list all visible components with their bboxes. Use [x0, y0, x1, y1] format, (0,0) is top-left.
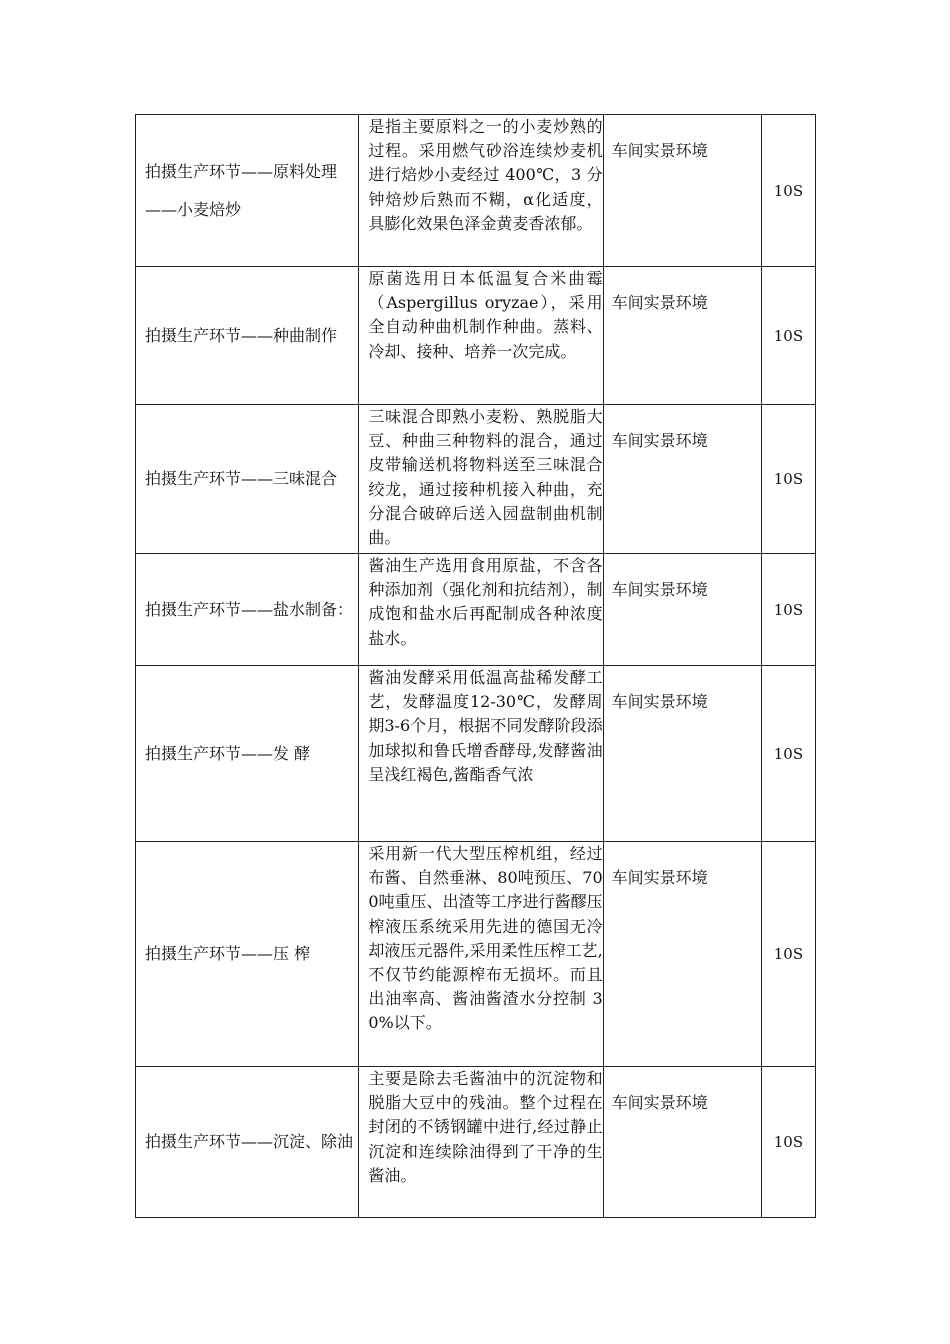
description-cell: 酱油生产选用食用原盐，不含各种添加剂（强化剂和抗结剂），制成饱和盐水后再配制成各种浓度盐水。: [359, 554, 603, 666]
table-row: [136, 405, 816, 554]
description-cell: 三味混合即熟小麦粉、熟脱脂大豆、种曲三种物料的混合，通过皮带输送机将物料送至三味混合绞龙，通过接种机接入种曲，充分混合破碎后送入园盘制曲机制曲。: [359, 405, 603, 554]
table-row: [136, 842, 816, 1067]
table-row: [136, 666, 816, 842]
environment-cell: 车间实景环境: [603, 666, 761, 842]
environment-cell: 车间实景环境: [603, 554, 761, 666]
table-row: [136, 554, 816, 666]
description-cell: 原菌选用日本低温复合米曲霉（Aspergillus oryzae），采用全自动种曲机制作种曲。蒸料、冷却、接种、培养一次完成。: [359, 267, 603, 405]
table-row: [136, 115, 816, 267]
description-cell: 采用新一代大型压榨机组，经过布酱、自然垂淋、80吨预压、700吨重压、出渣等工序进行酱醪压榨液压系统采用先进的德国无冷却液压元器件,采用柔性压榨工艺,不仅节约能源榨布无损坏。而且出油率高、酱油酱渣水分控制 30%以下。: [359, 842, 603, 1067]
table-row: [136, 1067, 816, 1218]
step-cell: 拍摄生产环节——三味混合: [136, 405, 359, 554]
step-cell: 拍摄生产环节——原料处理——小麦焙炒: [136, 115, 359, 267]
step-cell: 拍摄生产环节——种曲制作: [136, 267, 359, 405]
environment-cell: 车间实景环境: [603, 405, 761, 554]
production-shooting-table: [135, 114, 816, 1218]
step-cell: 拍摄生产环节——盐水制备：: [136, 554, 359, 666]
duration-cell: 10S: [761, 666, 815, 842]
duration-cell: 10S: [761, 115, 815, 267]
environment-cell: 车间实景环境: [603, 1067, 761, 1218]
step-cell: 拍摄生产环节——发 酵: [136, 666, 359, 842]
duration-cell: 10S: [761, 554, 815, 666]
environment-cell: 车间实景环境: [603, 842, 761, 1067]
step-cell: 拍摄生产环节——沉淀、除油: [136, 1067, 359, 1218]
duration-cell: 10S: [761, 842, 815, 1067]
step-cell: 拍摄生产环节——压 榨: [136, 842, 359, 1067]
duration-cell: 10S: [761, 267, 815, 405]
description-cell: 主要是除去毛酱油中的沉淀物和脱脂大豆中的残油。整个过程在封闭的不锈钢罐中进行,经过静止沉淀和连续除油得到了干净的生酱油。: [359, 1067, 603, 1218]
table-row: [136, 267, 816, 405]
duration-cell: 10S: [761, 1067, 815, 1218]
duration-cell: 10S: [761, 405, 815, 554]
description-cell: 是指主要原料之一的小麦炒熟的过程。采用燃气砂浴连续炒麦机进行焙炒小麦经过 400℃，3 分钟焙炒后熟而不糊，α化适度，具膨化效果色泽金黄麦香浓郁。: [359, 115, 603, 267]
environment-cell: 车间实景环境: [603, 267, 761, 405]
description-cell: 酱油发酵采用低温高盐稀发酵工艺，发酵温度12-30℃，发酵周期3-6个月，根据不同发酵阶段添加球拟和鲁氏增香酵母,发酵酱油呈浅红褐色,酱酯香气浓: [359, 666, 603, 842]
environment-cell: 车间实景环境: [603, 115, 761, 267]
